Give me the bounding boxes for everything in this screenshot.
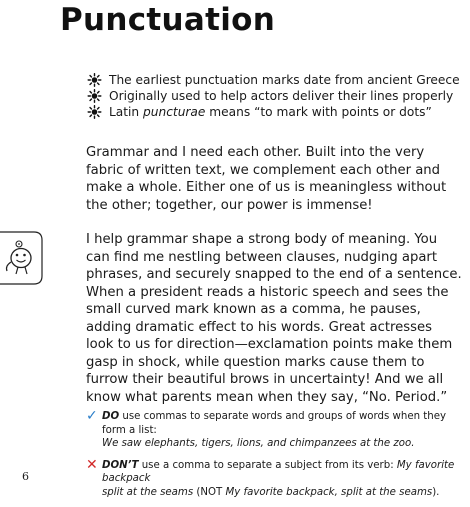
page-number: 6 xyxy=(22,470,29,483)
paragraph-line: adding dramatic effect to his words. Great actresses xyxy=(86,319,432,335)
fact-item xyxy=(86,104,466,120)
tip-rule: DO use commas to separate words and groups of words when they form a list: xyxy=(102,411,447,436)
paragraph-line: gasp in shock, while question marks cause them to xyxy=(86,354,425,370)
intro-paragraph xyxy=(86,144,466,214)
sun-bullet-icon xyxy=(86,105,103,119)
checkmark-icon: ✓ xyxy=(86,408,98,424)
tip-example: We saw elephants, tigers, lions, and chimpanzees at the zoo. xyxy=(102,438,415,449)
tip-keyword: DO xyxy=(102,411,120,422)
dont-tip xyxy=(86,456,466,500)
latin-term: puncturae xyxy=(143,105,206,119)
paragraph-line: Grammar and I need each other. Built into the very xyxy=(86,145,425,160)
fact-text: The earliest punctuation marks date from ancient Greece xyxy=(109,73,460,87)
punctuation-mascot-icon xyxy=(0,229,44,285)
paragraph-line: know what parents mean when they say, “No. Period.” xyxy=(86,389,448,405)
paragraph-line: make a whole. Either one of us is meaningless without xyxy=(86,180,447,195)
paragraph-line: furrow their beautiful brows in uncertainty! And we all xyxy=(86,372,444,387)
paragraph-line: When a president reads a historic speech and sees the xyxy=(86,284,449,300)
main-paragraph xyxy=(86,231,466,406)
fact-text: Latin puncturae means “to mark with points or dots” xyxy=(109,105,432,119)
paragraph-line: small curved mark known as a comma, he pauses, xyxy=(86,302,421,317)
fact-item xyxy=(86,72,466,88)
tip-example: split at the seams (NOT My favorite backpack, split at the seams). xyxy=(102,486,440,498)
fact-list xyxy=(86,72,466,120)
tip-rule: DON’T use a comma to separate a subject from its verb: My favorite backpack xyxy=(102,459,455,484)
do-tip xyxy=(86,410,466,451)
paragraph-line: look to us for direction—exclamation points make them xyxy=(86,337,453,352)
paragraph-line: the other; together, our power is immense! xyxy=(86,197,373,213)
paragraph-line: I help grammar shape a strong body of meaning. You xyxy=(86,232,438,247)
paragraph-line: phrases, and securely snapped to the end of a sentence. xyxy=(86,267,462,282)
tip-keyword: DON’T xyxy=(102,459,139,471)
paragraph-line: can find me nestling between clauses, nudging apart xyxy=(86,249,438,265)
sun-bullet-icon xyxy=(86,73,103,87)
fact-item xyxy=(86,88,466,104)
paragraph-line: fabric of written text, we complement each other and xyxy=(86,162,441,178)
page-title: Punctuation xyxy=(60,2,276,38)
fact-text: Originally used to help actors deliver their lines properly xyxy=(109,89,454,103)
cross-icon: ✕ xyxy=(86,456,98,473)
tips-section xyxy=(86,410,466,507)
sun-bullet-icon xyxy=(86,89,103,103)
